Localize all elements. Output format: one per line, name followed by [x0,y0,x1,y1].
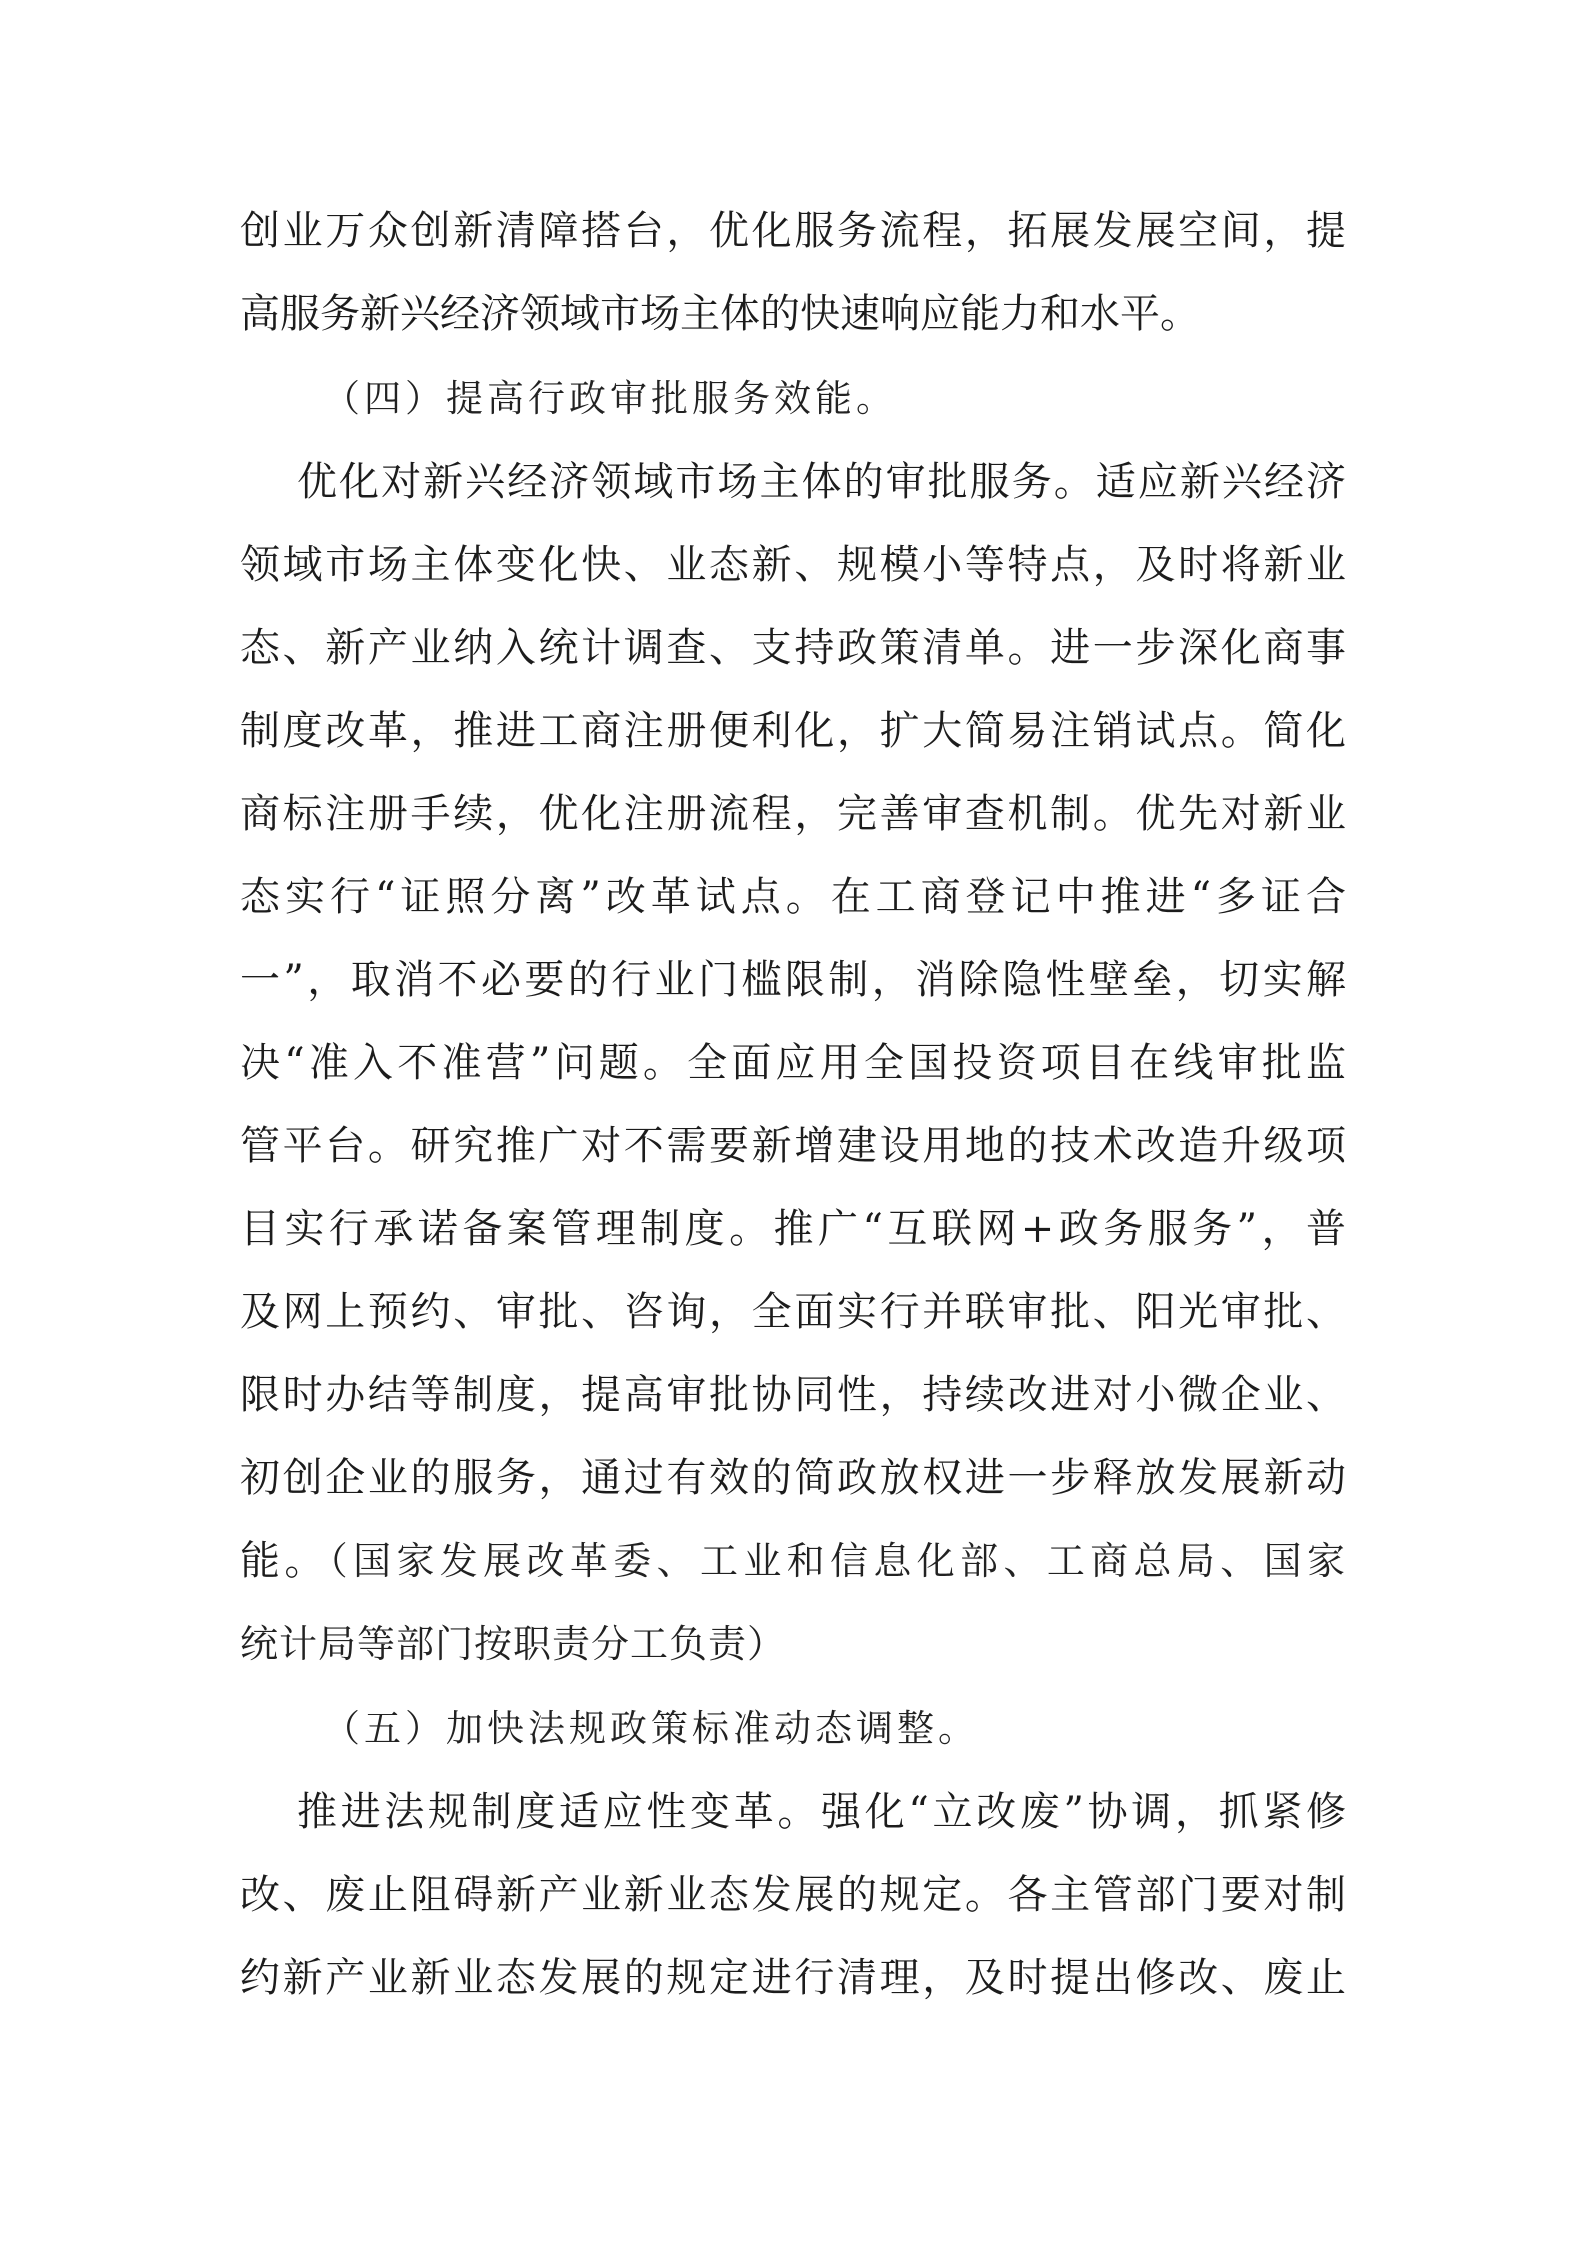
section-heading-4: （四）提高行政审批服务效能。 [323,377,897,420]
paragraph-line: 领域市场主体变化快、业态新、规模小等特点，及时将新业 [240,542,1346,588]
paragraph-line: 初创企业的服务，通过有效的简政放权进一步释放发展新动 [240,1455,1346,1501]
paragraph-line: 决“准入不准营”问题。全面应用全国投资项目在线审批监 [240,1040,1346,1086]
paragraph-line: 优化对新兴经济领域市场主体的审批服务。适应新兴经济 [297,459,1346,505]
paragraph-line: 目实行承诺备案管理制度。推广“互联网+政务服务”，普 [240,1206,1346,1252]
paragraph-line: 推进法规制度适应性变革。强化“立改废”协调，抓紧修 [297,1789,1346,1835]
paragraph-line: 高服务新兴经济领域市场主体的快速响应能力和水平。 [240,291,1200,337]
paragraph-line: 及网上预约、审批、咨询，全面实行并联审批、阳光审批、 [240,1289,1346,1335]
paragraph-line: 态、新产业纳入统计调查、支持政策清单。进一步深化商事 [240,625,1346,671]
paragraph-line: 制度改革，推进工商注册便利化，扩大简易注销试点。简化 [240,708,1346,754]
paragraph-line: 态实行“证照分离”改革试点。在工商登记中推进“多证合 [240,874,1346,920]
responsible-departments: （国家发展改革委、工业和信息化部、工商总局、国家 [328,1539,1346,1583]
paragraph-line: 改、废止阻碍新产业新业态发展的规定。各主管部门要对制 [240,1872,1346,1918]
paragraph-line: 管平台。研究推广对不需要新增建设用地的技术改造升级项 [240,1123,1346,1169]
paragraph-line: 限时办结等制度，提高审批协同性，持续改进对小微企业、 [240,1372,1346,1418]
paragraph-line: 一”，取消不必要的行业门槛限制，消除隐性壁垒，切实解 [240,957,1346,1003]
responsible-departments-cont: 统计局等部门按职责分工负责） [240,1622,787,1666]
paragraph-line-responsibility [240,1531,1346,1591]
paragraph-line: 商标注册手续，优化注册流程，完善审查机制。优先对新业 [240,791,1346,837]
paragraph-line: 创业万众创新清障搭台，优化服务流程，拓展发展空间，提 [240,208,1346,254]
paragraph-line: 约新产业新业态发展的规定进行清理，及时提出修改、废止 [240,1955,1346,2001]
section-heading-5: （五）加快法规政策标准动态调整。 [323,1707,979,1750]
line-prefix: 能。 [240,1538,329,1584]
